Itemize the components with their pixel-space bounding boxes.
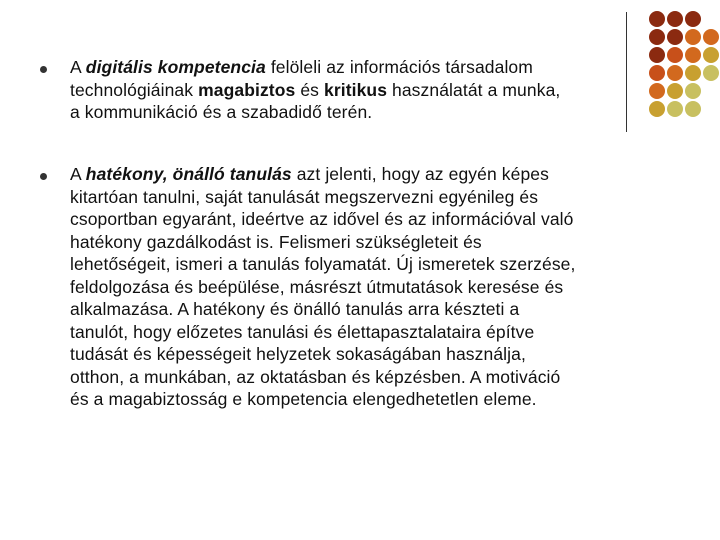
bullet-icon [40, 173, 47, 180]
text-line [70, 321, 682, 344]
text-segment: és [295, 79, 324, 100]
bold-term: kritikus [323, 79, 388, 100]
text-segment: feldolgozása és beépülése, másrészt útmutatások keresése és [70, 276, 564, 297]
bullet-text [70, 163, 682, 411]
text-line [70, 388, 682, 411]
bullet-text [70, 56, 670, 124]
text-segment: hatékony gazdálkodást is. Felismeri szükségleteit és [70, 231, 482, 252]
text-segment: és a magabiztosság e kompetencia elengedhetetlen eleme. [70, 389, 537, 409]
text-line [70, 343, 682, 366]
text-line [70, 163, 682, 186]
text-segment: alkalmazása. A hatékony és önálló tanulás arra készteti a [70, 299, 520, 319]
text-line [70, 56, 670, 79]
emphasized-term: hatékony, önálló tanulás [85, 164, 292, 184]
text-line [70, 231, 682, 254]
text-segment: tanulót, hogy előzetes tanulási és élettapasztalataira építve [70, 321, 535, 342]
text-segment: használatát a munka, [387, 79, 561, 100]
text-line [70, 253, 682, 276]
text-segment: a kommunikáció és a szabadidő terén. [70, 102, 373, 122]
text-line [70, 366, 682, 389]
emphasized-term: digitális kompetencia [85, 57, 266, 77]
bullet-icon [40, 66, 47, 73]
text-segment: tudását és képességeit helyzetek sokaságában használja, [70, 344, 526, 364]
text-line [70, 208, 682, 231]
text-line [70, 276, 682, 299]
text-segment: lehetőségeit, ismeri a tanulás folyamatát. Új ismeretek szerzése, [70, 254, 576, 274]
text-line [70, 298, 682, 321]
text-segment: felöleli az információs társadalom [265, 57, 533, 77]
text-line [70, 79, 670, 102]
text-line [70, 186, 682, 209]
bold-term: magabiztos [198, 79, 296, 100]
text-segment: csoportban egyaránt, ideértve az idővel és az információval való [70, 209, 574, 229]
text-segment: technológiáinak [70, 79, 199, 100]
text-segment: azt jelenti, hogy az egyén képes [291, 164, 549, 184]
text-line [70, 101, 670, 124]
text-segment: A [70, 57, 86, 77]
text-segment: otthon, a munkában, az oktatásban és képzésben. A motiváció [70, 366, 561, 387]
text-segment: A [70, 164, 86, 184]
text-segment: kitartóan tanulni, saját tanulását megszervezni egyénileg és [70, 186, 539, 207]
